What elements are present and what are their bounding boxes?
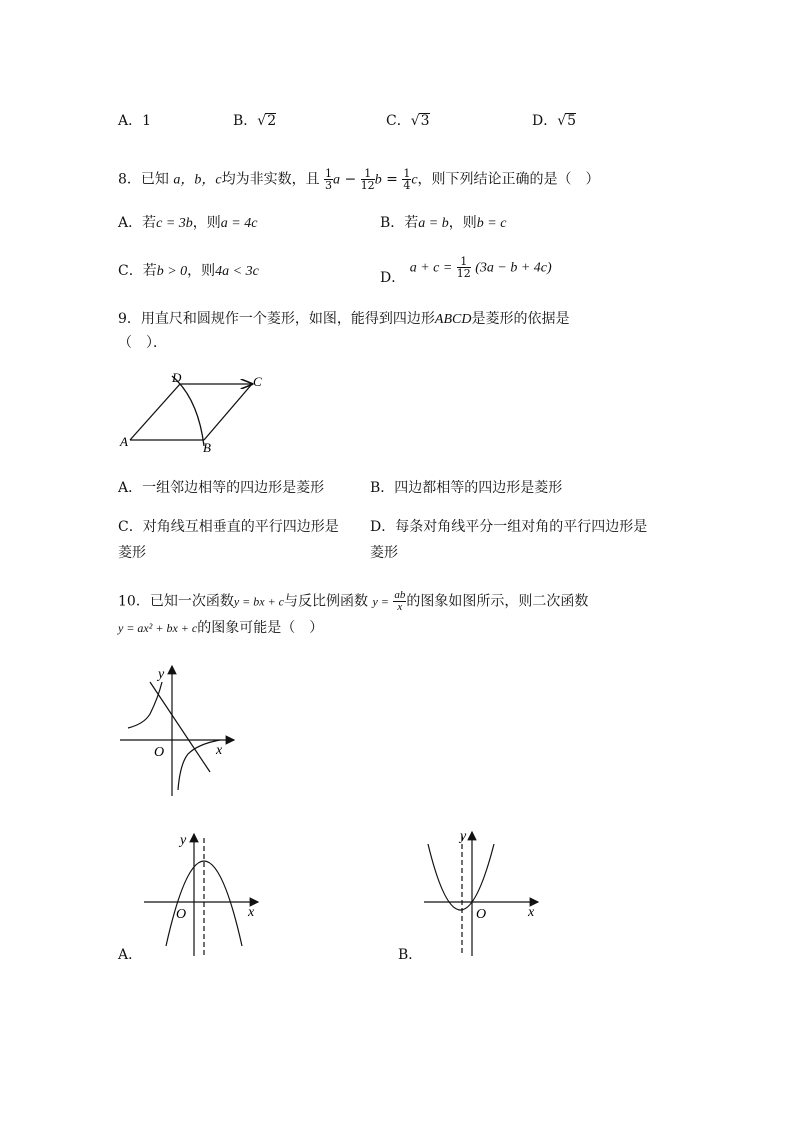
label-c: C	[253, 374, 262, 389]
option-result: a = 4c	[220, 216, 258, 231]
option-condition: b > 0	[156, 264, 188, 279]
option-label: A．	[118, 947, 143, 963]
q9-option-c[interactable]	[118, 516, 339, 562]
fraction: $\frac{1}{12}$	[456, 255, 471, 280]
stem-text: 的图象可能是（ ）	[197, 620, 324, 636]
q9-option-a[interactable]	[118, 477, 324, 497]
origin-label: O	[154, 745, 165, 760]
option-condition: c = 3b	[156, 216, 193, 231]
q8-option-c[interactable]	[118, 260, 259, 280]
x-label: x	[528, 905, 535, 920]
q8-option-a[interactable]	[118, 212, 257, 232]
y-label: y	[158, 667, 165, 682]
option-text: C．对角线互相垂直的平行四边形是	[118, 519, 339, 535]
option-text: A．一组邻边相等的四边形是菱形	[118, 480, 325, 496]
q7-option-d[interactable]	[532, 110, 576, 130]
fraction: $\frac{ab}{x}$	[394, 589, 406, 613]
variables: a，b，c	[173, 172, 222, 188]
math-var: a	[333, 172, 341, 188]
x-label: x	[248, 905, 255, 920]
stem-text: 的图象如图所示，则二次函数	[406, 593, 589, 610]
option-a-graph	[140, 828, 270, 960]
y-label: y	[180, 833, 187, 848]
math-op: −	[344, 171, 357, 188]
linear-inverse-graph	[116, 660, 246, 800]
label-d: D	[172, 370, 182, 385]
side-ad	[130, 384, 180, 440]
question-number: 9．	[118, 311, 141, 327]
option-label: B．若	[380, 215, 419, 231]
stem-text: 均为非实数，且	[221, 171, 320, 188]
fraction: $\frac{1}{4}$	[403, 167, 411, 192]
stem-text: 与反比例函数	[284, 593, 369, 610]
stem-text: 是菱形的依据是	[471, 311, 570, 327]
hyperbola-branch-right	[178, 740, 220, 790]
inverse-lhs: y =	[372, 594, 389, 609]
option-text: ，则	[192, 215, 221, 231]
q10-stem-line2	[118, 617, 323, 637]
q9-paren	[118, 332, 167, 352]
q10-option-a[interactable]	[118, 944, 142, 964]
option-text: D．每条对角线平分一组对角的平行四边形是	[370, 519, 648, 535]
option-text: 菱形	[370, 545, 398, 561]
math-var: b	[374, 172, 382, 188]
parabola	[428, 844, 494, 910]
option-label: B．	[398, 947, 423, 963]
option-text: ，则	[187, 263, 216, 279]
option-label: A．若	[118, 215, 157, 231]
origin-label: O	[476, 907, 487, 922]
option-label: C．	[386, 113, 411, 129]
q10-stem-line1	[118, 590, 588, 613]
y-label: y	[460, 829, 467, 844]
shape-name: ABCD	[434, 312, 472, 327]
compass-arc	[172, 376, 204, 446]
stem-text: ，则下列结论正确的是（ ）	[417, 171, 600, 188]
option-radicand: 3	[420, 113, 430, 129]
sqrt-symbol: √	[410, 113, 420, 129]
option-expression: a + c =	[409, 260, 453, 276]
stem-text: 用直尺和圆规作一个菱形，如图，能得到四边形	[140, 311, 435, 327]
hyperbola-branch-left	[128, 682, 162, 728]
math-op: =	[386, 171, 398, 188]
x-label: x	[216, 743, 223, 758]
q9-option-d[interactable]	[370, 516, 647, 562]
option-text: ，则	[448, 215, 477, 231]
q8-stem	[118, 168, 600, 191]
stem-text: 已知	[140, 171, 169, 188]
origin-label: O	[176, 907, 187, 922]
option-label: B．	[233, 113, 258, 129]
question-number: 8．	[118, 171, 141, 188]
stem-text: 已知一次函数	[149, 593, 234, 610]
fraction: $\frac{1}{12}$	[360, 167, 375, 192]
option-result: b = c	[476, 216, 507, 231]
option-radicand: 5	[567, 113, 577, 129]
q7-option-b[interactable]	[233, 110, 276, 130]
option-value: 1	[142, 113, 152, 129]
option-radicand: 2	[267, 113, 277, 129]
linear-function: y = bx + c	[233, 594, 285, 609]
sqrt-symbol: √	[257, 113, 267, 129]
option-label: D．	[380, 269, 406, 286]
option-condition: a = b	[418, 216, 449, 231]
fraction: $\frac{1}{3}$	[325, 167, 333, 192]
q8-option-b[interactable]	[380, 212, 506, 232]
q9-option-b[interactable]	[370, 477, 562, 497]
label-a: A	[120, 434, 128, 449]
answer-paren: （ ）．	[118, 335, 167, 351]
q7-option-a[interactable]	[118, 110, 151, 130]
option-label: A．	[118, 113, 143, 129]
question-number: 10．	[118, 593, 150, 610]
math-var: c	[411, 172, 418, 188]
q9-stem	[118, 308, 569, 328]
sqrt-symbol: √	[557, 113, 567, 129]
option-result: 4a < 3c	[215, 264, 259, 279]
q7-option-c[interactable]	[386, 110, 430, 130]
label-b: B	[203, 440, 211, 455]
side-bc	[204, 384, 252, 440]
option-text: B．四边都相等的四边形是菱形	[370, 480, 563, 496]
quadratic-function: y = ax² + bx + c	[118, 621, 198, 635]
option-b-graph	[420, 826, 550, 960]
option-expression: (3a − b + 4c)	[475, 260, 552, 276]
q8-option-d[interactable]	[380, 255, 552, 286]
rhombus-figure	[112, 368, 272, 456]
q10-option-b[interactable]	[398, 944, 422, 964]
option-label: D．	[532, 113, 558, 129]
option-text: 菱形	[118, 545, 146, 561]
option-label: C．若	[118, 263, 157, 279]
